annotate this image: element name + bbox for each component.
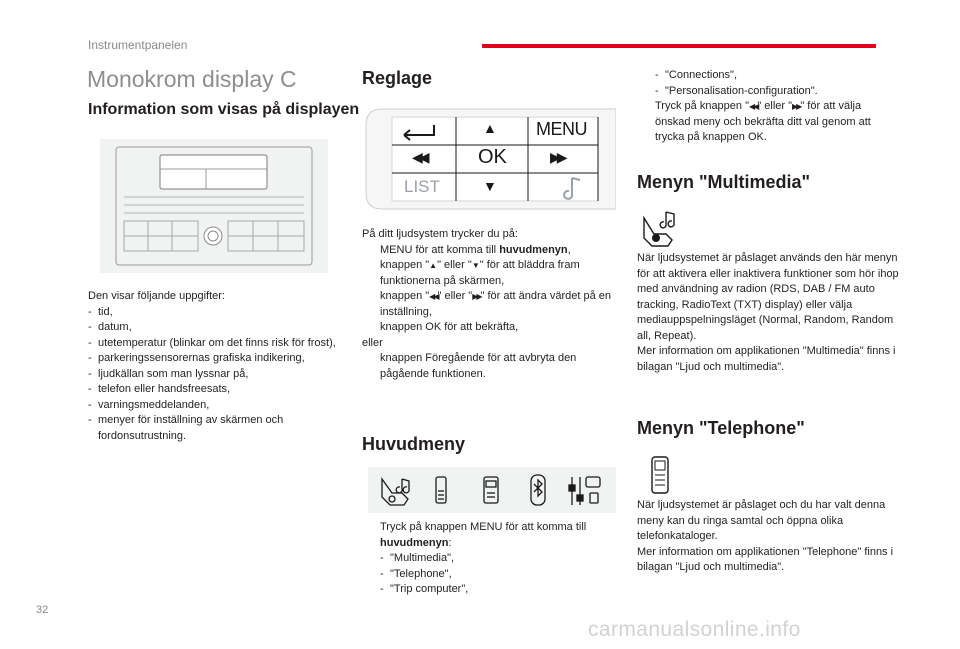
menu-button[interactable]: MENU [536, 119, 587, 139]
list-item: - utetemperatur (blinkar om det finns risk för frost), [88, 336, 336, 349]
menu-continuation-text [637, 68, 899, 146]
list-item: - telefon eller handsfreesats, [88, 383, 231, 395]
down-arrow-icon[interactable]: ▼ [483, 178, 497, 194]
list-item: - "Personalisation-configuration". [655, 84, 818, 97]
list-item: - "Connections", [655, 69, 738, 81]
controls-text [362, 227, 618, 382]
prev-arrow-icon: ◀◀ [749, 102, 758, 111]
multimedia-body: När ljudsystemet är påslaget används den här menyn för att aktivera eller inaktivera funktioner som hör ihop med användning av radion (RDS, DAB / FM auto tracking, RadioText (TXT) display) eller välja mediauppspelningsläget (Normal, Random, Random all, Repeat). [637, 252, 899, 342]
up-arrow-icon: ▲ [429, 261, 438, 270]
list-item: - menyer för inställning av skärmen och fordonsutrustning. [88, 414, 284, 442]
list-button[interactable]: LIST [404, 177, 440, 196]
controls-heading: Reglage [362, 68, 433, 88]
list-item: knappen "◀◀" eller "▶▶" för att ändra värdet på en inställning, [380, 290, 612, 318]
telephone-text [637, 498, 899, 576]
watermark: carmanualsonline.info [588, 618, 801, 641]
telephone-icon-drawing [648, 455, 672, 495]
ok-button[interactable]: OK [478, 146, 507, 168]
settings-icon [569, 477, 600, 505]
list-item: - tid, [88, 305, 113, 318]
page-title: Monokrom display C [87, 66, 297, 92]
display-info-heading: Information som visas på displayen [88, 101, 360, 118]
telephone-icon [648, 455, 672, 495]
multimedia-text [637, 251, 899, 375]
next-arrow-icon: ▶▶ [792, 102, 801, 111]
list-item: - datum, [88, 321, 132, 333]
list-item: knappen "▲" eller "▼" för att bläddra fram funktionerna på skärmen, [380, 259, 580, 287]
main-menu-heading: Huvudmeny [362, 434, 466, 454]
next-arrow-icon[interactable]: ▶▶ [550, 149, 564, 165]
display-info-text [88, 289, 336, 444]
multimedia-icon [382, 479, 409, 505]
telephone-more-info: Mer information om applikationen "Telephone" finns i bilagan "Ljud och multimedia". [637, 545, 894, 573]
prev-arrow-icon: ◀◀ [429, 292, 438, 301]
multimedia-icon [640, 208, 680, 248]
section-header: Instrumentpanelen [88, 38, 188, 52]
list-item: MENU för att komma till huvudmenyn, [380, 243, 571, 256]
list-item: - ljudkällan som man lyssnar på, [88, 367, 249, 380]
page-number: 32 [36, 604, 49, 616]
next-arrow-icon: ▶▶ [472, 292, 481, 301]
multimedia-menu-heading: Menyn "Multimedia" [637, 172, 811, 192]
trip-computer-icon [484, 477, 498, 503]
list-item: - varningsmeddelanden, [88, 398, 210, 411]
display-info-intro: Den visar följande uppgifter: [88, 290, 225, 302]
control-panel-illustration [362, 105, 616, 213]
controls-intro: På ditt ljudsystem trycker du på: [362, 228, 518, 240]
list-item: - "Multimedia", [380, 552, 455, 564]
bluetooth-icon [531, 475, 545, 505]
prev-arrow-icon[interactable]: ◀◀ [412, 149, 426, 165]
list-item: - "Trip computer", [380, 583, 469, 595]
telephone-body: När ljudsystemet är påslaget och du har valt denna meny kan du ringa samtal och öppna olika telefonkataloger. [637, 499, 886, 542]
or-text: eller [362, 336, 383, 349]
list-item: Tryck på knappen "◀◀" eller "▶▶" för att välja önskad meny och bekräfta ditt val genom att trycka på knappen OK. [655, 100, 871, 143]
list-item: - "Telephone", [380, 567, 452, 580]
up-arrow-icon[interactable]: ▲ [483, 120, 497, 136]
list-item: Tryck på knappen MENU för att komma till huvudmenyn: [380, 521, 587, 549]
main-menu-icons [368, 467, 616, 513]
header-accent-bar [482, 44, 876, 48]
display-drawing [100, 139, 328, 273]
list-item: knappen OK för att bekräfta, [380, 321, 519, 333]
telephone-icon [436, 477, 446, 503]
list-item: - parkeringssensorernas grafiska indikering, [88, 352, 305, 364]
multimedia-more-info: Mer information om applikationen "Multimedia" finns i bilagan "Ljud och multimedia". [637, 345, 896, 373]
down-arrow-icon: ▼ [471, 261, 480, 270]
list-item: knappen Föregående för att avbryta den pågående funktionen. [380, 352, 577, 380]
telephone-menu-heading: Menyn "Telephone" [637, 418, 805, 438]
display-illustration [100, 139, 328, 273]
main-menu-icons-drawing [368, 467, 616, 513]
multimedia-icon-drawing [640, 208, 680, 248]
main-menu-text [362, 520, 618, 598]
